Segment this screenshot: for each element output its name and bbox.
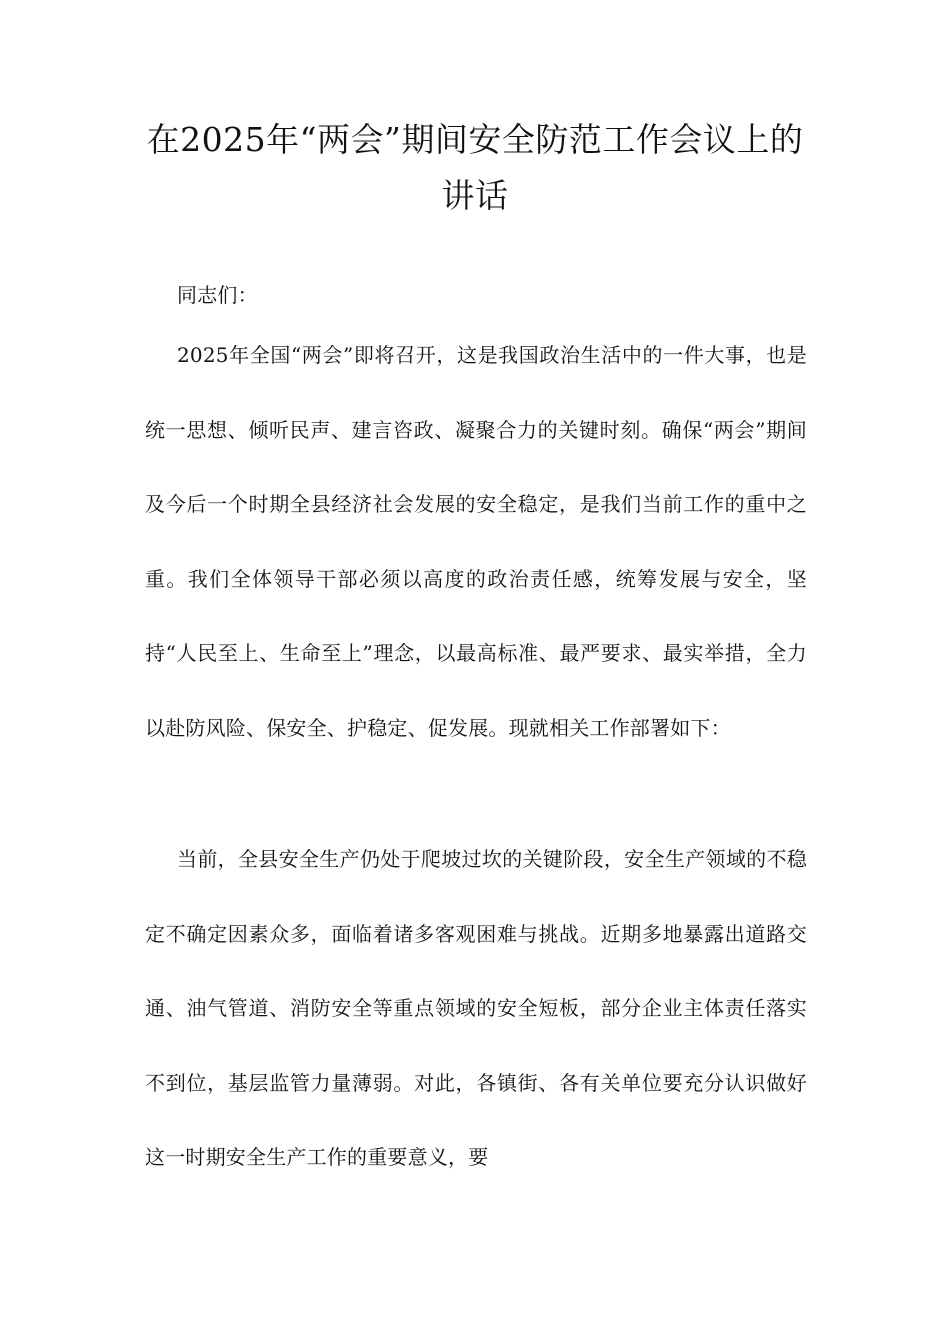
paragraph-1: 2025年全国“两会”即将召开，这是我国政治生活中的一件大事，也是统一思想、倾听民声、建言咨政、凝聚合力的关键时刻。确保“两会”期间及今后一个时期全县经济社会发展的安全稳定，是我们当前工作的重中之重。我们全体领导干部必须以高度的政治责任感，统筹发展与安全，坚持“人民至上、生命至上”理念，以最高标准、最严要求、最实举措，全力以赴防风险、保安全、护稳定、促发展。现就相关工作部署如下： [145,343,807,740]
salutation: 同志们： [177,283,258,307]
document-title: 在2025年“两会”期间安全防范工作会议上的讲话 [146,120,804,215]
paragraph-2: 当前，全县安全生产仍处于爬坡过坎的关键阶段，安全生产领域的不稳定不确定因素众多，面临着诸多客观困难与挑战。近期多地暴露出道路交通、油气管道、消防安全等重点领域的安全短板，部分企业主体责任落实不到位，基层监管力量薄弱。对此，各镇街、各有关单位要充分认识做好这一时期安全生产工作的重要意义，要 [145,847,807,1169]
